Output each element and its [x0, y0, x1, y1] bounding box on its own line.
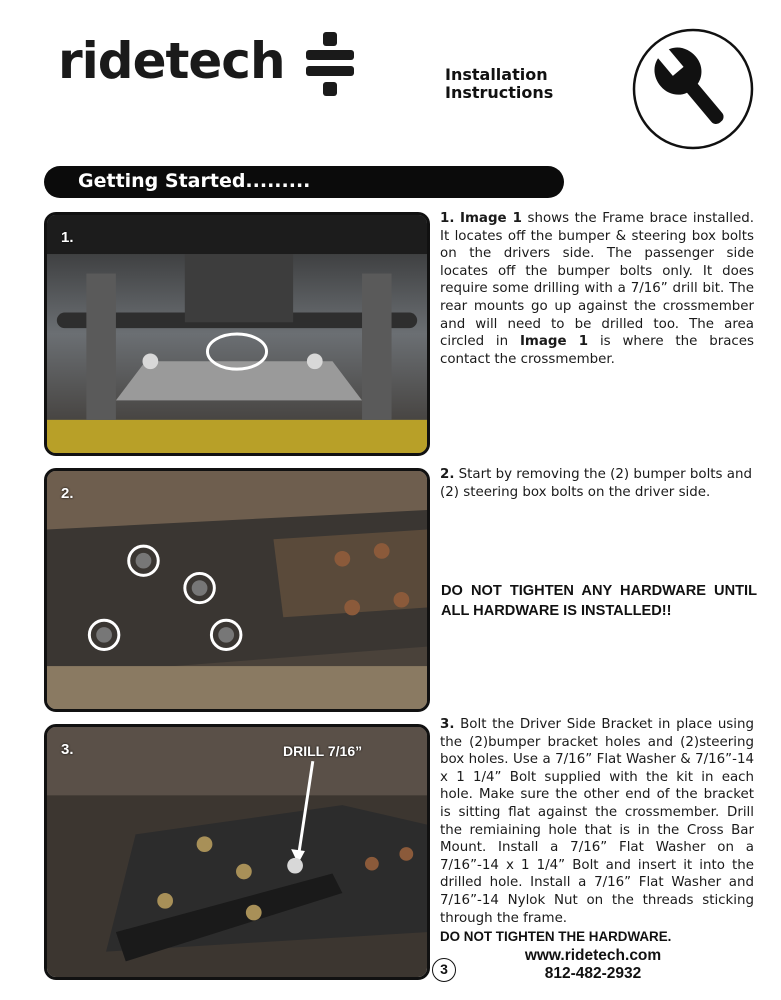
website-link[interactable]: www.ridetech.com	[524, 947, 662, 964]
step-3-text	[440, 716, 754, 927]
title-line-2: Instructions	[445, 83, 554, 102]
step-number: 1.	[440, 211, 455, 226]
step-number: 2.	[440, 467, 455, 482]
title-line-1: Installation	[445, 65, 548, 84]
image-2-bumper-bolts-photo	[44, 468, 430, 712]
photo-1-illustration	[47, 215, 427, 453]
step-text: is where the braces contact the crossmember.	[440, 334, 754, 367]
do-not-tighten-hardware-warning: DO NOT TIGHTEN THE HARDWARE.	[440, 929, 672, 944]
do-not-tighten-warning: DO NOT TIGHTEN ANY HARDWARE UNTIL ALL HARDWARE IS INSTALLED!!	[441, 583, 757, 619]
image-label: 1.	[61, 229, 74, 246]
image-label: 2.	[61, 485, 74, 502]
image-reference: Image 1	[459, 211, 522, 226]
installation-instructions-title	[445, 66, 553, 102]
step-2-text	[440, 466, 754, 501]
section-banner	[44, 166, 564, 198]
step-text: Start by removing the (2) bumper bolts and (2) steering box bolts on the driver side.	[440, 467, 752, 500]
brand-logo-text: ridetech	[58, 32, 285, 90]
image-1-frame-brace-photo	[44, 212, 430, 456]
image-3-driver-side-bracket-photo	[44, 724, 430, 980]
phone-number: 812-482-2932	[544, 965, 642, 982]
section-title: Getting Started.........	[78, 170, 311, 192]
drill-callout-label: DRILL 7/16”	[283, 743, 363, 759]
step-1-text	[440, 210, 754, 368]
image-label: 3.	[61, 741, 74, 758]
step-text: shows the Frame brace installed. It locates off the bumper & steering box bolts on the drivers side. The passenger side locates off the bumper bolts only. It does require some drilling with a 7/16” drill bit. The rear mounts go up against the crossmember and will need to be drilled too. The area circled in	[440, 211, 754, 350]
image-reference: Image 1	[519, 334, 589, 350]
ridetech-logo-icon	[306, 32, 354, 98]
photo-3-illustration	[47, 727, 427, 977]
page-number-badge: 3	[432, 958, 456, 982]
wrench-icon	[632, 28, 754, 150]
step-number: 3.	[440, 717, 455, 732]
photo-2-illustration	[47, 471, 427, 709]
step-text: Bolt the Driver Side Bracket in place using the (2)bumper bracket holes and (2)steering box holes. Use a 7/16” Flat Washer & 7/16”-14 x 1 1/4” Bolt supplied with the kit in each hole. Make sure the other end of the bracket is sitting flat against the crossmember. Drill the remiaining hole that is in the Cross Bar Mount. Install a 7/16” Flat Washer on a 7/16”-14 x 1 1/4” Bolt and insert it into the drilled hole. Install a 7/16” Flat Washer and 7/16”-14 Nylok Nut on the threads sticking through the frame.	[440, 717, 754, 926]
